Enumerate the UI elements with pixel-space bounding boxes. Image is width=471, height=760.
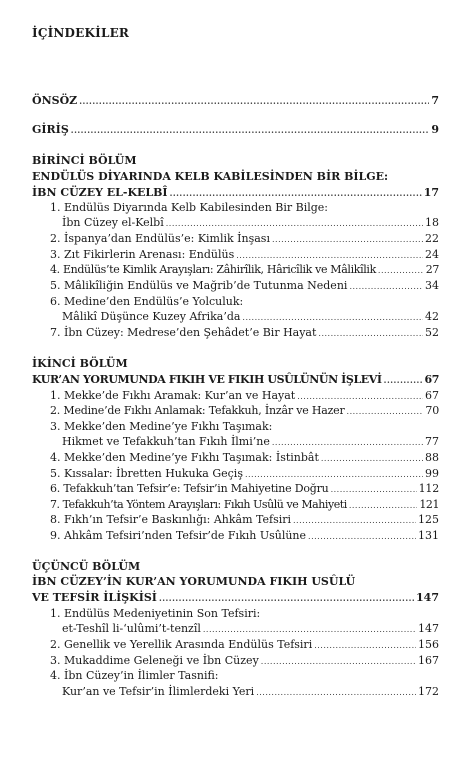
page-number: 121 [419, 498, 439, 511]
toc-entry-label: 6. Tefakkuh’tan Tefsir’e: Tefsir’in Mahiyetine Doğru [50, 482, 329, 495]
toc-entry[interactable] [62, 216, 439, 231]
toc-entry[interactable] [50, 404, 439, 419]
dot-leader [272, 436, 423, 450]
toc-entry[interactable] [50, 232, 439, 247]
toc-entry[interactable] [50, 654, 439, 669]
toc-entry[interactable] [50, 529, 439, 544]
page-number: 156 [418, 638, 439, 651]
page-number: 42 [425, 310, 439, 323]
page-number: 22 [425, 232, 439, 245]
toc-entry-chapter[interactable] [32, 591, 439, 605]
toc-entry-label: 2. İspanya’dan Endülüs’e: Kimlik İnşası [50, 232, 270, 245]
toc-entry-label: Hikmet ve Tefakkuh’tan Fıkıh İlmi’ne [62, 435, 270, 448]
toc-entry-label: 8. Fıkh’ın Tefsir’e Baskınlığı: Ahkâm Tefsiri [50, 513, 292, 526]
toc-entry-first-line: 6. Medine’den Endülüs’e Yolculuk: [50, 295, 244, 308]
part-heading: İKİNCİ BÖLÜM [32, 357, 128, 370]
part-subtitle: ENDÜLÜS DİYARINDA KELB KABİLESİNDEN BİR BİLGE: [32, 170, 389, 183]
dot-leader [349, 499, 418, 513]
dot-leader [236, 249, 423, 263]
toc-entry-label: 7. Tefakkuh’ta Yöntem Arayışları: Fıkıh Usûlü ve Mahiyeti [50, 498, 347, 511]
dot-leader [331, 483, 417, 497]
toc-entry-label: 2. Genellik ve Yerellik Arasında Endülüs Tefsiri [50, 638, 313, 651]
toc-entry-label: 9. Ahkâm Tefsiri’nden Tefsir’de Fıkıh Usûlüne [50, 529, 307, 542]
dot-leader [203, 623, 416, 637]
toc-entry[interactable] [50, 326, 439, 341]
dot-leader [242, 311, 423, 325]
page-number: 9 [431, 123, 439, 136]
page-number: 147 [416, 591, 439, 604]
page-number: 67 [424, 373, 439, 386]
dot-leader [378, 264, 424, 278]
toc-entry-label: 2. Medine’de Fıkhı Anlamak: Tefakkuh, İnzâr ve Hazer [50, 404, 345, 417]
dot-leader [170, 186, 422, 200]
page-number: 27 [425, 263, 439, 276]
dot-leader [166, 217, 423, 231]
toc-entry-label: Kur’an ve Tefsir’in İlimlerdeki Yeri [62, 685, 255, 698]
toc-entry-label: et-Teshîl li-‘ulûmi’t-tenzîl [62, 622, 201, 635]
toc-entry-label: VE TEFSİR İLİŞKİSİ [32, 591, 157, 604]
dot-leader [347, 405, 424, 419]
toc-entry-preface[interactable] [32, 94, 439, 108]
page-number: 7 [431, 94, 439, 107]
dot-leader [71, 123, 430, 137]
toc-entry[interactable] [50, 467, 439, 482]
toc-entry-label: GİRİŞ [32, 123, 69, 136]
toc-entry-label: İBN CÜZEY EL-KELBÎ [32, 186, 168, 199]
toc-entry-label: 3. Zıt Fikirlerin Arenası: Endülüs [50, 248, 235, 261]
dot-leader [159, 591, 414, 605]
toc-entry[interactable] [50, 263, 439, 278]
toc-entry-first-line: 3. Mekke’den Medine’ye Fıkhı Taşımak: [50, 420, 273, 433]
page-number: 88 [425, 451, 439, 464]
page-number: 99 [425, 467, 439, 480]
dot-leader [349, 280, 423, 294]
toc-entry-label: 3. Mukaddime Geleneği ve İbn Cüzey [50, 654, 259, 667]
dot-leader [79, 94, 429, 108]
toc-entry-introduction[interactable] [32, 123, 439, 137]
page-number: 172 [418, 685, 439, 698]
page-number: 131 [418, 529, 439, 542]
dot-leader [384, 373, 423, 387]
dot-leader [256, 686, 416, 700]
dot-leader [272, 233, 423, 247]
toc-entry[interactable] [50, 498, 439, 513]
toc-entry[interactable] [50, 279, 439, 294]
toc-entry[interactable] [62, 435, 439, 450]
toc-entry-label: Mâlikî Düşünce Kuzey Afrika’da [62, 310, 241, 323]
toc-entry-label: KUR’AN YORUMUNDA FIKIH VE FIKIH USÛLÜNÜN İŞLEVİ [32, 373, 382, 386]
dot-leader [318, 327, 423, 341]
page-number: 52 [425, 326, 439, 339]
toc-entry-chapter[interactable] [32, 186, 439, 200]
part-heading: ÜÇÜNCÜ BÖLÜM [32, 560, 141, 573]
toc-entry-label: 7. İbn Cüzey: Medrese’den Şehâdet’e Bir Hayat [50, 326, 317, 339]
page-number: 24 [425, 248, 439, 261]
page-number: 70 [425, 404, 439, 417]
dot-leader [245, 468, 423, 482]
toc-entry-label: 1. Mekke’de Fıkhı Aramak: Kur’an ve Hayat [50, 389, 296, 402]
toc-entry[interactable] [50, 389, 439, 404]
page-number: 67 [425, 389, 439, 402]
part-heading: BİRİNCİ BÖLÜM [32, 154, 137, 167]
dot-leader [261, 655, 416, 669]
toc-entry-first-line: 1. Endülüs Diyarında Kelb Kabilesinden Bir Bilge: [50, 201, 329, 214]
toc-entry-chapter[interactable] [32, 373, 439, 387]
toc-entry[interactable] [50, 638, 439, 653]
toc-entry-label: 5. Kıssalar: İbretten Hukuka Geçiş [50, 467, 243, 480]
page-number: 125 [418, 513, 439, 526]
page-number: 77 [425, 435, 439, 448]
toc-entry[interactable] [62, 685, 439, 700]
dot-leader [308, 530, 416, 544]
toc-entry-first-line: 4. İbn Cüzey’in İlimler Tasnifi: [50, 669, 219, 682]
page-number: 17 [423, 186, 439, 199]
part-subtitle: İBN CÜZEY’İN KUR’AN YORUMUNDA FIKIH USÛLÜ [32, 575, 356, 588]
dot-leader [321, 452, 423, 466]
page-number: 147 [418, 622, 439, 635]
toc-entry[interactable] [62, 622, 439, 637]
dot-leader [297, 390, 423, 404]
toc-entry-first-line: 1. Endülüs Medeniyetinin Son Tefsiri: [50, 607, 261, 620]
toc-entry[interactable] [62, 310, 439, 325]
page-number: 167 [418, 654, 439, 667]
toc-entry-label: 4. Mekke’den Medine’ye Fıkhı Taşımak: İstinbât [50, 451, 319, 464]
toc-entry[interactable] [50, 513, 439, 528]
page-number: 18 [425, 216, 439, 229]
toc-entry-label: ÖNSÖZ [32, 94, 78, 107]
toc-entry[interactable] [50, 451, 439, 466]
page-number: 112 [418, 482, 439, 495]
dot-leader [314, 639, 416, 653]
page-title: İÇİNDEKİLER [32, 26, 130, 40]
toc-entry-label: İbn Cüzey el-Kelbî [62, 216, 164, 229]
dot-leader [293, 514, 416, 528]
toc-entry[interactable] [50, 248, 439, 263]
toc-entry-label: 5. Mâlikîliğin Endülüs ve Mağrib’de Tutunma Nedeni [50, 279, 348, 292]
page-number: 34 [425, 279, 439, 292]
toc-entry-label: 4. Endülüs’te Kimlik Arayışları: Zâhirîlik, Hâricîlik ve Mâlikîlik [50, 263, 376, 276]
toc-entry[interactable] [50, 482, 439, 497]
